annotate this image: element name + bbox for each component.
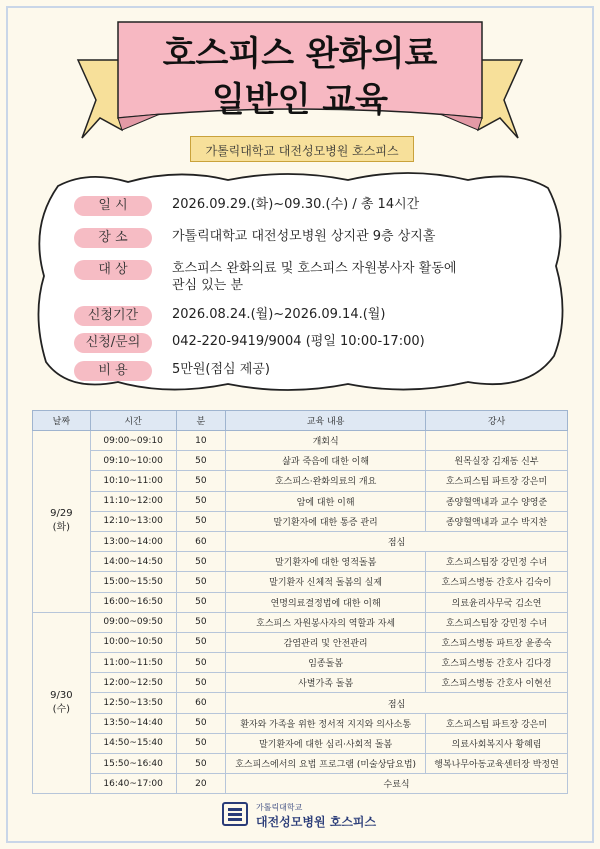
- content-cell: 점심: [226, 693, 568, 713]
- content-cell: 호스피스 자원봉사자의 역할과 자세: [226, 612, 426, 632]
- time-cell: 16:00~16:50: [90, 592, 176, 612]
- time-cell: 09:00~09:10: [90, 431, 176, 451]
- table-row: [33, 592, 568, 612]
- time-cell: 16:40~17:00: [90, 774, 176, 794]
- content-cell: 호스피스·완화의료의 개요: [226, 471, 426, 491]
- time-cell: 12:10~13:00: [90, 511, 176, 531]
- info-row-fee: [74, 361, 532, 381]
- info-value-apply-period: 2026.08.24.(월)~2026.09.14.(월): [172, 307, 386, 322]
- time-cell: 13:50~14:40: [90, 713, 176, 733]
- minutes-cell: 50: [176, 592, 226, 612]
- table-row: [33, 774, 568, 794]
- lecturer-cell: 원목실장 김재동 신부: [426, 451, 568, 471]
- minutes-cell: 60: [176, 693, 226, 713]
- info-value-target-line2: 관심 있는 분: [172, 278, 244, 293]
- table-row: [33, 693, 568, 713]
- subtitle-ribbon: [190, 136, 414, 162]
- minutes-cell: 50: [176, 632, 226, 652]
- minutes-cell: 50: [176, 754, 226, 774]
- info-value-contact: 042-220-9419/9004 (평일 10:00-17:00): [172, 334, 425, 349]
- minutes-cell: 50: [176, 733, 226, 753]
- info-label-fee: 비 용: [74, 361, 152, 381]
- day2-cell: [33, 612, 91, 794]
- table-row: [33, 733, 568, 753]
- info-row-contact: [74, 333, 532, 353]
- time-cell: 14:00~14:50: [90, 552, 176, 572]
- info-value-place: 가톨릭대학교 대전성모병원 상지관 9층 상지홀: [172, 229, 436, 244]
- day2-date: 9/30: [50, 690, 73, 702]
- content-cell: 말기환자 신체적 돌봄의 실제: [226, 572, 426, 592]
- minutes-cell: 50: [176, 491, 226, 511]
- lecturer-cell: 호스피스병동 간호사 김다경: [426, 653, 568, 673]
- lecturer-cell: 호스피스팀장 강민정 수녀: [426, 612, 568, 632]
- time-cell: 12:00~12:50: [90, 673, 176, 693]
- info-label-date: 일 시: [74, 196, 152, 216]
- hospital-logo: [222, 800, 392, 830]
- header-lecturer: 강사: [426, 411, 568, 431]
- lecturer-cell: [426, 431, 568, 451]
- table-row: [33, 431, 568, 451]
- page-title-line2: 일반인 교육: [211, 80, 389, 120]
- info-label-apply-period: 신청기간: [74, 306, 152, 326]
- info-label-place: 장 소: [74, 228, 152, 248]
- footer-hospital-name: 대전성모병원 호스피스: [256, 815, 377, 829]
- lecturer-cell: 호스피스팀 파트장 강은미: [426, 471, 568, 491]
- content-cell: 점심: [226, 531, 568, 551]
- table-row: [33, 653, 568, 673]
- minutes-cell: 50: [176, 471, 226, 491]
- table-row: [33, 632, 568, 652]
- day1-date: 9/29: [50, 508, 73, 520]
- table-row: [33, 572, 568, 592]
- table-header-row: [33, 411, 568, 431]
- time-cell: 15:00~15:50: [90, 572, 176, 592]
- header-time: 시간: [90, 411, 176, 431]
- info-label-target: 대 상: [74, 260, 152, 280]
- time-cell: 11:00~11:50: [90, 653, 176, 673]
- time-cell: 15:50~16:40: [90, 754, 176, 774]
- lecturer-cell: 의료사회복지사 황혜림: [426, 733, 568, 753]
- info-row-date: [74, 196, 532, 216]
- lecturer-cell: 의료윤리사무국 김소연: [426, 592, 568, 612]
- lecturer-cell: 호스피스병동 파트장 윤종숙: [426, 632, 568, 652]
- content-cell: 암에 대한 이해: [226, 491, 426, 511]
- lecturer-cell: 호스피스병동 간호사 이현선: [426, 673, 568, 693]
- footer-university: 가톨릭대학교: [256, 803, 303, 812]
- minutes-cell: 50: [176, 612, 226, 632]
- minutes-cell: 60: [176, 531, 226, 551]
- lecturer-cell: 호스피스팀 파트장 강은미: [426, 713, 568, 733]
- minutes-cell: 50: [176, 673, 226, 693]
- minutes-cell: 50: [176, 451, 226, 471]
- content-cell: 임종돌봄: [226, 653, 426, 673]
- schedule-table: [32, 410, 568, 794]
- table-row: [33, 511, 568, 531]
- content-cell: 삶과 죽음에 대한 이해: [226, 451, 426, 471]
- info-label-contact: 신청/문의: [74, 333, 152, 353]
- table-row: [33, 612, 568, 632]
- page-title-line1: 호스피스 완화의료: [162, 34, 438, 74]
- content-cell: 감염관리 및 안전관리: [226, 632, 426, 652]
- header-content: 교육 내용: [226, 411, 426, 431]
- table-row: [33, 471, 568, 491]
- content-cell: 호스피스에서의 요법 프로그램 (미술상담요법): [226, 754, 426, 774]
- minutes-cell: 50: [176, 552, 226, 572]
- lecturer-cell: 호스피스병동 간호사 김숙이: [426, 572, 568, 592]
- header-minutes: 분: [176, 411, 226, 431]
- subtitle: 가톨릭대학교 대전성모병원 호스피스: [205, 144, 399, 158]
- table-row: [33, 713, 568, 733]
- table-row: [33, 552, 568, 572]
- content-cell: 개회식: [226, 431, 426, 451]
- table-row: [33, 754, 568, 774]
- content-cell: 수료식: [226, 774, 568, 794]
- day1-weekday: (화): [52, 522, 71, 534]
- table-row: [33, 531, 568, 551]
- lecturer-cell: 행복나무아동교육센터장 박정연: [426, 754, 568, 774]
- table-row: [33, 451, 568, 471]
- lecturer-cell: 종양혈액내과 교수 박지찬: [426, 511, 568, 531]
- time-cell: 12:50~13:50: [90, 693, 176, 713]
- lecturer-cell: 호스피스팀장 강민정 수녀: [426, 552, 568, 572]
- info-row-place: [74, 228, 532, 248]
- minutes-cell: 20: [176, 774, 226, 794]
- time-cell: 13:00~14:00: [90, 531, 176, 551]
- table-row: [33, 673, 568, 693]
- time-cell: 10:10~11:00: [90, 471, 176, 491]
- header-date: 날짜: [33, 411, 91, 431]
- day2-weekday: (수): [52, 704, 71, 716]
- info-value-target: [172, 260, 532, 294]
- minutes-cell: 50: [176, 713, 226, 733]
- info-row-apply-period: [74, 306, 532, 326]
- content-cell: 말기환자에 대한 영적돌봄: [226, 552, 426, 572]
- content-cell: 사별가족 돌봄: [226, 673, 426, 693]
- content-cell: 연명의료결정법에 대한 이해: [226, 592, 426, 612]
- content-cell: 말기환자에 대한 통증 관리: [226, 511, 426, 531]
- minutes-cell: 50: [176, 572, 226, 592]
- info-row-target: [74, 260, 532, 294]
- time-cell: 11:10~12:00: [90, 491, 176, 511]
- minutes-cell: 10: [176, 431, 226, 451]
- info-value-fee: 5만원(점심 제공): [172, 362, 270, 377]
- minutes-cell: 50: [176, 511, 226, 531]
- hospital-emblem-icon: [222, 802, 248, 826]
- minutes-cell: 50: [176, 653, 226, 673]
- info-value-date: 2026.09.29.(화)~09.30.(수) / 총 14시간: [172, 197, 420, 212]
- time-cell: 09:10~10:00: [90, 451, 176, 471]
- content-cell: 말기환자에 대한 심리·사회적 돌봄: [226, 733, 426, 753]
- time-cell: 09:00~09:50: [90, 612, 176, 632]
- info-value-target-line1: 호스피스 완화의료 및 호스피스 자원봉사자 활동에: [172, 261, 457, 276]
- lecturer-cell: 종양혈액내과 교수 양영준: [426, 491, 568, 511]
- time-cell: 14:50~15:40: [90, 733, 176, 753]
- table-row: [33, 491, 568, 511]
- time-cell: 10:00~10:50: [90, 632, 176, 652]
- content-cell: 환자와 가족을 위한 정서적 지지와 의사소통: [226, 713, 426, 733]
- day1-cell: [33, 431, 91, 613]
